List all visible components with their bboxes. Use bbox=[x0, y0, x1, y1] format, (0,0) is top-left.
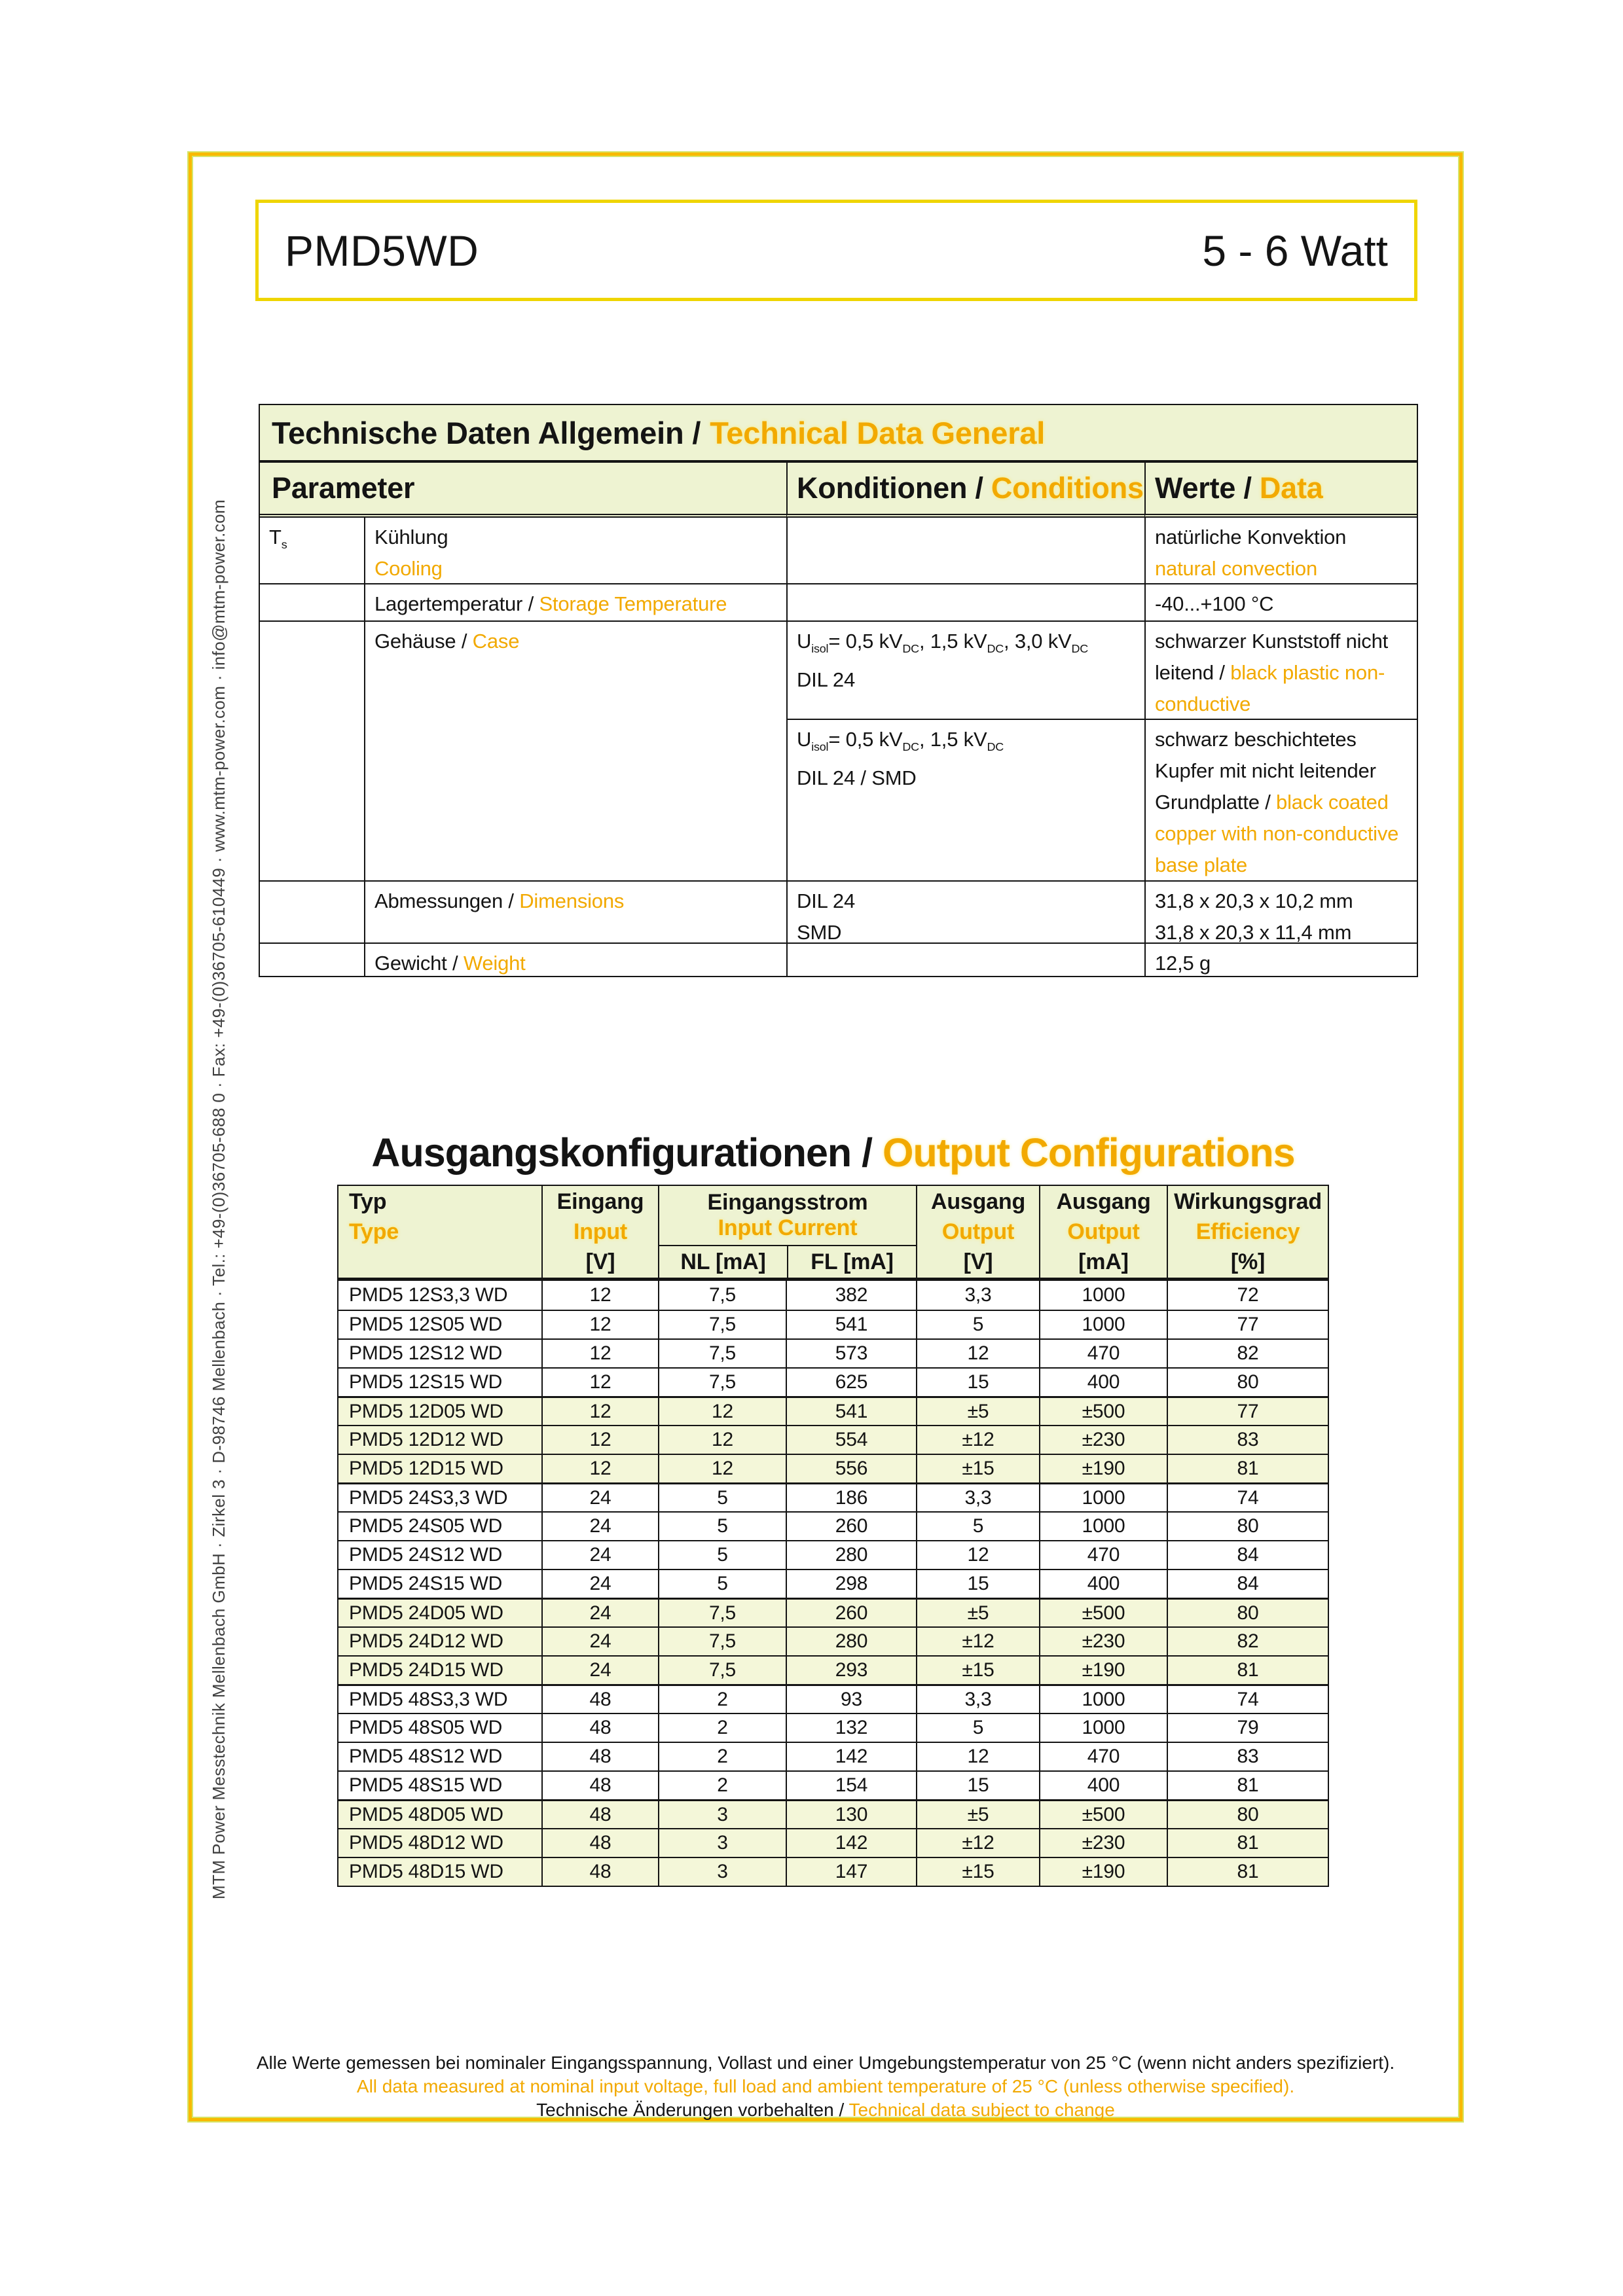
row-case-value-b-en: black coated copper with non-conductive base plate bbox=[1155, 791, 1399, 876]
output-table-header bbox=[338, 1186, 1328, 1281]
output-configurations-title-en: Output Configurations bbox=[883, 1130, 1295, 1175]
symbol-T-sub: s bbox=[281, 538, 287, 552]
footer-notes bbox=[192, 2051, 1459, 2122]
output-table-cell-outv: 3,3 bbox=[916, 1281, 1039, 1310]
output-table-row bbox=[338, 1799, 1328, 1828]
header-fl-unit: FL [mA] bbox=[787, 1246, 916, 1278]
output-table-cell-outma: 1000 bbox=[1039, 1311, 1167, 1338]
output-table-cell-fl: 554 bbox=[786, 1426, 916, 1454]
output-table-cell-nl: 3 bbox=[658, 1858, 786, 1886]
output-table-cell-eff: 81 bbox=[1167, 1829, 1328, 1857]
output-table-cell-fl: 280 bbox=[786, 1541, 916, 1569]
output-table-cell-in: 48 bbox=[541, 1829, 658, 1857]
output-table-cell-type: PMD5 12D05 WD bbox=[349, 1400, 503, 1422]
output-table-cell-nl: 7,5 bbox=[658, 1281, 786, 1310]
output-table-row bbox=[338, 1540, 1328, 1569]
row-cooling-condition bbox=[786, 518, 1144, 583]
row-cooling-label-en: Cooling bbox=[374, 557, 443, 580]
output-table-cell-in: 24 bbox=[541, 1600, 658, 1626]
output-table-cell-in: 48 bbox=[541, 1772, 658, 1799]
output-table-cell-eff: 77 bbox=[1167, 1311, 1328, 1338]
output-table-cell-outma: ±230 bbox=[1039, 1628, 1167, 1655]
output-table-cell-type: PMD5 48S12 WD bbox=[349, 1746, 503, 1767]
output-table-cell-type: PMD5 24S05 WD bbox=[349, 1515, 503, 1537]
output-table-cell-outma: ±500 bbox=[1039, 1398, 1167, 1425]
output-table-cell-eff: 77 bbox=[1167, 1398, 1328, 1425]
page-frame bbox=[189, 152, 1463, 2121]
case-package-a: DIL 24 bbox=[797, 668, 855, 692]
output-table-row bbox=[338, 1281, 1328, 1310]
output-config-table bbox=[337, 1185, 1329, 1887]
header-output-v-unit: [V] bbox=[963, 1249, 993, 1274]
header-input-current-units bbox=[659, 1246, 916, 1278]
header-input-current-de: Eingangsstrom bbox=[707, 1190, 868, 1215]
output-table-cell-eff: 74 bbox=[1167, 1686, 1328, 1713]
header-type-de: Typ bbox=[349, 1189, 387, 1214]
output-table-cell-in: 12 bbox=[541, 1311, 658, 1338]
symbol-T: T bbox=[269, 526, 282, 548]
output-table-cell-outv: 5 bbox=[916, 1513, 1039, 1540]
header-output-v-en: Output bbox=[941, 1219, 1015, 1244]
footer-note-en: All data measured at nominal input voltage, full load and ambient temperature of 25 °C (unless otherwise specified). bbox=[356, 2076, 1295, 2096]
output-table-row bbox=[338, 1655, 1328, 1684]
output-table-cell-nl: 7,5 bbox=[658, 1657, 786, 1684]
output-table-cell-outv: 12 bbox=[916, 1541, 1039, 1569]
header-input-de: Eingang bbox=[556, 1189, 644, 1214]
case-package-b: DIL 24 / SMD bbox=[797, 766, 917, 790]
row-cooling-value-en: natural convection bbox=[1155, 557, 1318, 580]
output-table-cell-outv: ±15 bbox=[916, 1858, 1039, 1886]
header-efficiency-de: Wirkungsgrad bbox=[1174, 1189, 1322, 1214]
row-cooling-value-de: natürliche Konvektion bbox=[1155, 526, 1347, 548]
row-case-label-en: Case bbox=[472, 630, 520, 653]
case-isolation-b: $U_{isol}= 0,5$ $kV_{DC}$, 1,5 $kV_{DC}$ bbox=[797, 728, 1004, 754]
header-col-efficiency bbox=[1167, 1186, 1328, 1278]
output-table-cell-fl: 260 bbox=[786, 1600, 916, 1626]
output-table-cell-type: PMD5 12S3,3 WD bbox=[349, 1284, 508, 1306]
power-rating: 5 - 6 Watt bbox=[1202, 226, 1388, 275]
output-table-cell-in: 48 bbox=[541, 1686, 658, 1713]
output-table-cell-outv: ±5 bbox=[916, 1600, 1039, 1626]
table-title-de: Technische Daten Allgemein / bbox=[272, 415, 701, 450]
dimensions-value-dil24: 31,8 x 20,3 x 10,2 mm bbox=[1155, 889, 1353, 912]
row-case-value-a-de: schwarzer Kunststoff nicht leitend / bbox=[1155, 630, 1389, 684]
output-table-row bbox=[338, 1511, 1328, 1540]
output-table-cell-eff: 80 bbox=[1167, 1801, 1328, 1828]
output-table-cell-outv: 5 bbox=[916, 1311, 1039, 1338]
row-dimensions-condition bbox=[786, 880, 1144, 942]
column-header-values-de: Werte / bbox=[1155, 471, 1252, 505]
output-table-cell-in: 48 bbox=[541, 1743, 658, 1770]
row-case-label bbox=[364, 620, 786, 880]
row-case-value-a-en: black plastic non-conductive bbox=[1155, 661, 1385, 715]
header-box bbox=[255, 200, 1417, 301]
output-table-cell-type: PMD5 48S05 WD bbox=[349, 1717, 503, 1738]
output-table-cell-fl: 93 bbox=[786, 1686, 916, 1713]
output-table-row bbox=[338, 1396, 1328, 1425]
output-table-cell-eff: 81 bbox=[1167, 1858, 1328, 1886]
output-table-cell-outv: 15 bbox=[916, 1570, 1039, 1598]
header-output-v-de: Ausgang bbox=[930, 1189, 1026, 1214]
output-table-cell-fl: 186 bbox=[786, 1484, 916, 1511]
output-table-cell-outma: 1000 bbox=[1039, 1686, 1167, 1713]
row-case-value-a bbox=[1144, 620, 1417, 719]
output-table-cell-outma: 470 bbox=[1039, 1541, 1167, 1569]
output-table-cell-outma: ±500 bbox=[1039, 1600, 1167, 1626]
output-table-cell-fl: 280 bbox=[786, 1628, 916, 1655]
output-table-cell-in: 12 bbox=[541, 1369, 658, 1396]
header-input-en: Input bbox=[573, 1219, 628, 1244]
row-cooling-label bbox=[364, 518, 786, 583]
output-table-cell-outma: 470 bbox=[1039, 1743, 1167, 1770]
output-table-cell-type: PMD5 12D15 WD bbox=[349, 1458, 503, 1479]
output-table-cell-outma: 1000 bbox=[1039, 1714, 1167, 1742]
output-table-cell-outv: 12 bbox=[916, 1743, 1039, 1770]
header-type-en: Type bbox=[349, 1219, 399, 1244]
output-table-cell-in: 24 bbox=[541, 1628, 658, 1655]
output-table-cell-outv: ±15 bbox=[916, 1455, 1039, 1482]
row-dimensions-symbol bbox=[260, 880, 364, 942]
output-table-cell-in: 48 bbox=[541, 1801, 658, 1828]
output-table-cell-outma: 1000 bbox=[1039, 1484, 1167, 1511]
output-table-cell-nl: 2 bbox=[658, 1714, 786, 1742]
output-table-row bbox=[338, 1482, 1328, 1511]
technical-data-table bbox=[259, 404, 1418, 977]
output-configurations-title bbox=[337, 1130, 1329, 1175]
output-table-cell-nl: 2 bbox=[658, 1772, 786, 1799]
output-table-cell-type: PMD5 12D12 WD bbox=[349, 1429, 503, 1450]
output-table-cell-outma: 400 bbox=[1039, 1772, 1167, 1799]
footer-change-note-en: Technical data subject to change bbox=[848, 2100, 1115, 2120]
row-case-symbol bbox=[260, 620, 364, 880]
output-table-cell-eff: 72 bbox=[1167, 1281, 1328, 1310]
output-table-row bbox=[338, 1713, 1328, 1742]
row-cooling-symbol bbox=[260, 518, 364, 583]
output-table-cell-nl: 7,5 bbox=[658, 1600, 786, 1626]
output-table-cell-eff: 79 bbox=[1167, 1714, 1328, 1742]
output-table-cell-in: 48 bbox=[541, 1714, 658, 1742]
case-isolation-a: $U_{isol}= 0,5$ $kV_{DC}$, 1,5 $kV_{DC}$, 3,0 $kV_{DC}$ bbox=[797, 630, 1089, 656]
output-table-cell-outma: 400 bbox=[1039, 1369, 1167, 1396]
output-table-cell-type: PMD5 48D15 WD bbox=[349, 1861, 503, 1882]
footer-change-note-de: Technische Änderungen vorbehalten / bbox=[536, 2100, 849, 2120]
output-table-cell-in: 12 bbox=[541, 1398, 658, 1425]
output-table-cell-nl: 5 bbox=[658, 1541, 786, 1569]
output-table-row bbox=[338, 1626, 1328, 1655]
output-table-cell-fl: 132 bbox=[786, 1714, 916, 1742]
header-col-input-current bbox=[658, 1186, 916, 1278]
output-table-cell-fl: 541 bbox=[786, 1398, 916, 1425]
header-efficiency-en: Efficiency bbox=[1195, 1219, 1300, 1244]
output-table-cell-fl: 541 bbox=[786, 1311, 916, 1338]
output-table-cell-type: PMD5 12S05 WD bbox=[349, 1314, 503, 1335]
dimensions-value-smd: 31,8 x 20,3 x 11,4 mm bbox=[1155, 921, 1352, 944]
output-table-cell-outv: ±5 bbox=[916, 1398, 1039, 1425]
header-output-ma-unit: [mA] bbox=[1078, 1249, 1129, 1274]
output-table-body bbox=[338, 1281, 1328, 1886]
output-table-cell-outv: ±12 bbox=[916, 1628, 1039, 1655]
header-output-ma-en: Output bbox=[1067, 1219, 1140, 1244]
dimensions-cond-smd: SMD bbox=[797, 921, 842, 944]
output-table-cell-outma: 400 bbox=[1039, 1570, 1167, 1598]
row-storage-symbol bbox=[260, 583, 364, 620]
header-nl-unit: NL [mA] bbox=[680, 1249, 766, 1274]
output-table-cell-nl: 3 bbox=[658, 1829, 786, 1857]
output-table-cell-nl: 5 bbox=[658, 1513, 786, 1540]
output-table-cell-nl: 12 bbox=[658, 1398, 786, 1425]
header-col-output-current bbox=[1039, 1186, 1167, 1278]
output-table-cell-in: 24 bbox=[541, 1513, 658, 1540]
output-table-cell-outma: 470 bbox=[1039, 1340, 1167, 1367]
output-table-cell-type: PMD5 48D12 WD bbox=[349, 1832, 503, 1854]
output-table-cell-outv: 3,3 bbox=[916, 1484, 1039, 1511]
output-table-cell-eff: 83 bbox=[1167, 1426, 1328, 1454]
output-table-cell-in: 24 bbox=[541, 1570, 658, 1598]
row-storage-label bbox=[364, 583, 786, 620]
output-table-cell-outv: 15 bbox=[916, 1369, 1039, 1396]
row-dimensions-label-en: Dimensions bbox=[519, 889, 625, 912]
output-table-cell-outv: 12 bbox=[916, 1340, 1039, 1367]
output-table-cell-in: 12 bbox=[541, 1281, 658, 1310]
column-header-values-en: Data bbox=[1259, 471, 1323, 505]
row-weight-condition bbox=[786, 942, 1144, 976]
output-table-cell-eff: 80 bbox=[1167, 1600, 1328, 1626]
output-table-cell-type: PMD5 24S15 WD bbox=[349, 1573, 503, 1594]
output-table-cell-eff: 84 bbox=[1167, 1570, 1328, 1598]
output-table-cell-nl: 7,5 bbox=[658, 1369, 786, 1396]
output-table-cell-eff: 83 bbox=[1167, 1743, 1328, 1770]
row-case-value-b bbox=[1144, 719, 1417, 880]
column-header-conditions bbox=[786, 463, 1144, 518]
output-table-cell-outma: 1000 bbox=[1039, 1281, 1167, 1310]
column-header-parameter-label: Parameter bbox=[272, 471, 415, 505]
output-table-cell-fl: 625 bbox=[786, 1369, 916, 1396]
table-title-en: Technical Data General bbox=[710, 415, 1046, 450]
output-table-cell-type: PMD5 48S15 WD bbox=[349, 1774, 503, 1796]
output-table-cell-outma: 1000 bbox=[1039, 1513, 1167, 1540]
output-table-cell-outma: ±190 bbox=[1039, 1657, 1167, 1684]
row-storage-label-en: Storage Temperature bbox=[539, 592, 727, 615]
row-storage-condition bbox=[786, 583, 1144, 620]
output-table-cell-nl: 5 bbox=[658, 1570, 786, 1598]
row-weight-label-en: Weight bbox=[463, 952, 526, 975]
output-table-cell-fl: 556 bbox=[786, 1455, 916, 1482]
header-output-ma-de: Ausgang bbox=[1056, 1189, 1151, 1214]
output-table-row bbox=[338, 1425, 1328, 1454]
dimensions-cond-dil24: DIL 24 bbox=[797, 889, 855, 912]
output-table-cell-outma: ±190 bbox=[1039, 1858, 1167, 1886]
footer-change-note bbox=[192, 2098, 1459, 2122]
output-table-cell-outv: ±15 bbox=[916, 1657, 1039, 1684]
output-table-row bbox=[338, 1367, 1328, 1396]
column-header-conditions-en: Conditions bbox=[991, 471, 1144, 505]
output-table-cell-nl: 5 bbox=[658, 1484, 786, 1511]
output-table-cell-type: PMD5 24S3,3 WD bbox=[349, 1486, 508, 1509]
product-model: PMD5WD bbox=[285, 226, 479, 275]
output-table-row bbox=[338, 1454, 1328, 1482]
output-table-cell-outv: 5 bbox=[916, 1714, 1039, 1742]
output-table-cell-in: 12 bbox=[541, 1455, 658, 1482]
output-table-cell-outv: ±12 bbox=[916, 1829, 1039, 1857]
row-case-condition-a bbox=[786, 620, 1144, 719]
output-configurations-title-de: Ausgangskonfigurationen / bbox=[371, 1130, 873, 1175]
output-table-row bbox=[338, 1310, 1328, 1338]
output-table-cell-outma: ±230 bbox=[1039, 1426, 1167, 1454]
output-table-cell-type: PMD5 12S12 WD bbox=[349, 1342, 503, 1364]
company-contact-sidebar: MTM Power Messtechnik Mellenbach GmbH · Zirkel 3 · D-98746 Mellenbach · Tel.: +49-(0)36705-688 0 · Fax: +49-(0)36705-610449 · www.mtm-power.com · info@mtm-power.com bbox=[209, 499, 228, 1899]
column-header-conditions-de: Konditionen / bbox=[797, 471, 983, 505]
header-input-unit: [V] bbox=[585, 1249, 615, 1274]
row-storage-label-de: Lagertemperatur / bbox=[374, 592, 534, 615]
header-input-current-en: Input Current bbox=[718, 1215, 858, 1240]
row-weight-label-de: Gewicht / bbox=[374, 952, 458, 975]
output-table-row bbox=[338, 1569, 1328, 1598]
output-table-cell-in: 12 bbox=[541, 1426, 658, 1454]
output-table-cell-eff: 74 bbox=[1167, 1484, 1328, 1511]
output-table-cell-nl: 2 bbox=[658, 1686, 786, 1713]
output-table-cell-outv: 15 bbox=[916, 1772, 1039, 1799]
row-weight-symbol bbox=[260, 942, 364, 976]
row-cooling-value bbox=[1144, 518, 1417, 583]
output-table-row bbox=[338, 1828, 1328, 1857]
output-table-row bbox=[338, 1857, 1328, 1886]
output-table-cell-fl: 154 bbox=[786, 1772, 916, 1799]
output-table-cell-fl: 573 bbox=[786, 1340, 916, 1367]
output-table-cell-nl: 12 bbox=[658, 1455, 786, 1482]
output-table-cell-nl: 7,5 bbox=[658, 1340, 786, 1367]
header-input-current-group bbox=[659, 1186, 916, 1246]
output-table-cell-fl: 130 bbox=[786, 1801, 916, 1828]
output-table-cell-type: PMD5 24S12 WD bbox=[349, 1544, 503, 1566]
output-table-cell-in: 24 bbox=[541, 1657, 658, 1684]
footer-note-de: Alle Werte gemessen bei nominaler Eingangsspannung, Vollast und einer Umgebungstemperatur von 25 °C (wenn nicht anders spezifiziert). bbox=[256, 2053, 1395, 2073]
row-case-label-de: Gehäuse / bbox=[374, 630, 467, 653]
output-table-cell-outv: ±12 bbox=[916, 1426, 1039, 1454]
output-table-cell-type: PMD5 24D05 WD bbox=[349, 1602, 503, 1624]
output-table-cell-fl: 293 bbox=[786, 1657, 916, 1684]
output-table-cell-type: PMD5 48S3,3 WD bbox=[349, 1688, 508, 1710]
output-table-cell-eff: 80 bbox=[1167, 1513, 1328, 1540]
output-table-cell-in: 48 bbox=[541, 1858, 658, 1886]
output-table-cell-in: 24 bbox=[541, 1541, 658, 1569]
output-table-cell-nl: 7,5 bbox=[658, 1628, 786, 1655]
output-table-cell-nl: 7,5 bbox=[658, 1311, 786, 1338]
output-table-cell-outma: ±190 bbox=[1039, 1455, 1167, 1482]
output-table-row bbox=[338, 1684, 1328, 1713]
header-efficiency-unit: [%] bbox=[1230, 1249, 1266, 1274]
row-weight-value: 12,5 g bbox=[1144, 942, 1417, 976]
header-col-type bbox=[338, 1186, 541, 1278]
output-table-cell-in: 24 bbox=[541, 1484, 658, 1511]
technical-data-table-title bbox=[260, 405, 1417, 463]
output-table-cell-nl: 2 bbox=[658, 1743, 786, 1770]
output-table-cell-fl: 260 bbox=[786, 1513, 916, 1540]
row-case-condition-b bbox=[786, 719, 1144, 880]
output-table-cell-fl: 298 bbox=[786, 1570, 916, 1598]
header-col-output-voltage bbox=[916, 1186, 1039, 1278]
output-table-cell-type: PMD5 24D15 WD bbox=[349, 1659, 503, 1681]
row-dimensions-label bbox=[364, 880, 786, 942]
row-weight-label bbox=[364, 942, 786, 976]
output-table-cell-nl: 3 bbox=[658, 1801, 786, 1828]
output-table-cell-eff: 80 bbox=[1167, 1369, 1328, 1396]
output-table-cell-outv: 3,3 bbox=[916, 1686, 1039, 1713]
output-table-cell-eff: 81 bbox=[1167, 1455, 1328, 1482]
output-table-cell-fl: 142 bbox=[786, 1829, 916, 1857]
output-table-cell-fl: 382 bbox=[786, 1281, 916, 1310]
row-case-value-b-de: schwarz beschichtetes Kupfer mit nicht leitender Grundplatte / bbox=[1155, 728, 1376, 814]
output-table-cell-in: 12 bbox=[541, 1340, 658, 1367]
output-table-cell-eff: 84 bbox=[1167, 1541, 1328, 1569]
row-dimensions-value bbox=[1144, 880, 1417, 942]
output-table-cell-type: PMD5 48D05 WD bbox=[349, 1803, 503, 1825]
output-table-cell-nl: 12 bbox=[658, 1426, 786, 1454]
output-table-row bbox=[338, 1598, 1328, 1626]
output-table-cell-eff: 81 bbox=[1167, 1772, 1328, 1799]
output-table-row bbox=[338, 1338, 1328, 1367]
output-table-cell-type: PMD5 24D12 WD bbox=[349, 1630, 503, 1652]
row-storage-value: -40...+100 °C bbox=[1144, 583, 1417, 620]
column-header-values bbox=[1144, 463, 1417, 518]
output-table-cell-fl: 147 bbox=[786, 1858, 916, 1886]
output-table-cell-outma: ±230 bbox=[1039, 1829, 1167, 1857]
output-table-cell-outma: ±500 bbox=[1039, 1801, 1167, 1828]
header-col-input bbox=[541, 1186, 658, 1278]
output-table-row bbox=[338, 1742, 1328, 1770]
output-table-cell-eff: 81 bbox=[1167, 1657, 1328, 1684]
output-table-cell-eff: 82 bbox=[1167, 1628, 1328, 1655]
column-header-parameter bbox=[260, 463, 786, 518]
row-cooling-label-de: Kühlung bbox=[374, 526, 448, 548]
output-table-cell-eff: 82 bbox=[1167, 1340, 1328, 1367]
output-table-cell-outv: ±5 bbox=[916, 1801, 1039, 1828]
output-table-row bbox=[338, 1770, 1328, 1799]
output-table-cell-fl: 142 bbox=[786, 1743, 916, 1770]
output-table-cell-type: PMD5 12S15 WD bbox=[349, 1371, 503, 1393]
row-dimensions-label-de: Abmessungen / bbox=[374, 889, 514, 912]
